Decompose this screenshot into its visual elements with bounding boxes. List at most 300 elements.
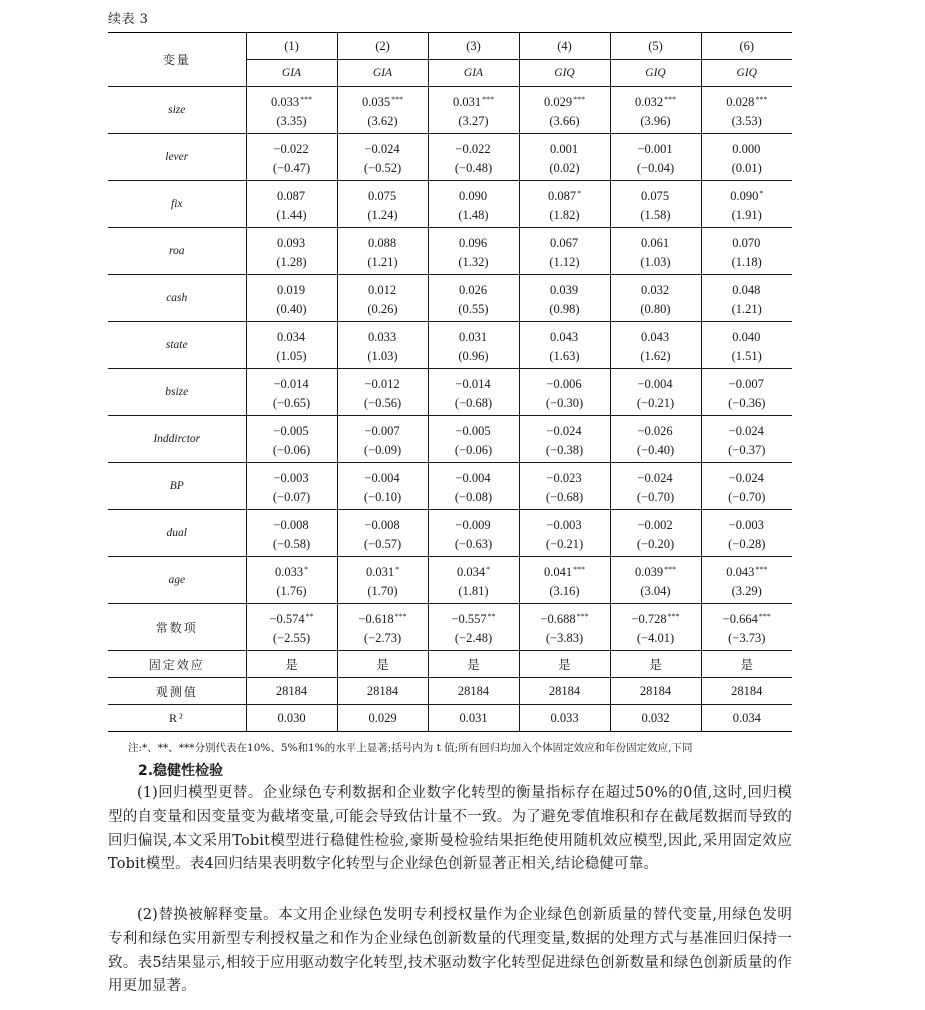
coefficient-cell bbox=[428, 557, 519, 604]
variable-name: 常数项 bbox=[108, 604, 246, 651]
t-statistic: (1.32) bbox=[458, 254, 489, 269]
variable-name: cash bbox=[108, 275, 246, 322]
coefficient-value: −0.004 bbox=[364, 470, 400, 485]
summary-cell: 0.034 bbox=[701, 705, 792, 732]
coefficient-line bbox=[429, 513, 519, 535]
summary-cell: 28184 bbox=[519, 678, 610, 705]
summary-cell: 是 bbox=[337, 651, 428, 678]
coefficient-cell bbox=[246, 134, 337, 181]
coefficient-value: 0.012 bbox=[367, 282, 397, 297]
summary-cell: 是 bbox=[610, 651, 701, 678]
coefficient-cell bbox=[428, 275, 519, 322]
t-statistic: (1.03) bbox=[367, 348, 398, 363]
t-statistic: (1.24) bbox=[367, 207, 398, 222]
coefficient-value: 0.000 bbox=[732, 141, 761, 156]
t-statistic: (−0.56) bbox=[363, 395, 402, 410]
significance-stars: *** bbox=[664, 94, 677, 104]
t-statistic: (−0.63) bbox=[454, 536, 493, 551]
t-statistic: (0.98) bbox=[549, 301, 580, 316]
coefficient-value: 0.032 bbox=[634, 94, 664, 109]
coefficient-value: 0.033 bbox=[274, 564, 304, 579]
significance-stars: * bbox=[395, 564, 400, 574]
t-statistic: (−0.52) bbox=[363, 160, 402, 175]
t-statistic: (−2.48) bbox=[454, 630, 493, 645]
coefficient-value: 0.033 bbox=[270, 94, 300, 109]
summary-row-label: 观测值 bbox=[108, 678, 246, 705]
coefficient-cell bbox=[337, 181, 428, 228]
coefficient-cell bbox=[701, 604, 792, 651]
t-statistic: (0.96) bbox=[458, 348, 489, 363]
coefficient-cell bbox=[701, 416, 792, 463]
col-number-1: (1) bbox=[246, 33, 337, 60]
coefficient-cell bbox=[519, 87, 610, 134]
coefficient-line bbox=[702, 184, 793, 206]
summary-cell: 28184 bbox=[428, 678, 519, 705]
coefficient-cell bbox=[337, 416, 428, 463]
coefficient-line bbox=[520, 607, 610, 629]
coefficient-value: −0.574 bbox=[269, 611, 305, 626]
coefficient-value: 0.048 bbox=[732, 282, 761, 297]
summary-cell: 是 bbox=[519, 651, 610, 678]
coefficient-cell bbox=[610, 322, 701, 369]
coefficient-line bbox=[520, 513, 610, 535]
coefficient-cell bbox=[246, 463, 337, 510]
significance-stars: *** bbox=[755, 94, 768, 104]
coefficient-value: −0.012 bbox=[364, 376, 400, 391]
variable-name: age bbox=[108, 557, 246, 604]
t-statistic: (1.76) bbox=[276, 583, 307, 598]
coefficient-cell bbox=[246, 322, 337, 369]
significance-stars: *** bbox=[755, 564, 768, 574]
coefficient-value: −0.003 bbox=[546, 517, 582, 532]
variable-name: size bbox=[108, 87, 246, 134]
t-statistic: (1.82) bbox=[549, 207, 580, 222]
table-note: 注:*、**、***分别代表在10%、5%和1%的水平上显著;括号内为 t 值;所有回归均加入个体固定效应和年份固定效应,下同 bbox=[128, 742, 693, 754]
variable-name: Inddirctor bbox=[108, 416, 246, 463]
coefficient-cell bbox=[246, 557, 337, 604]
t-statistic: (3.62) bbox=[367, 113, 398, 128]
coefficient-cell bbox=[337, 510, 428, 557]
coefficient-line bbox=[338, 325, 428, 347]
coefficient-value: −0.004 bbox=[455, 470, 491, 485]
coefficient-cell bbox=[337, 275, 428, 322]
table-row bbox=[108, 369, 792, 416]
t-statistic: (−3.83) bbox=[545, 630, 584, 645]
t-statistic: (1.51) bbox=[731, 348, 762, 363]
paragraph-dependent-variable-replacement: (2)替换被解释变量。本文用企业绿色发明专利授权量作为企业绿色创新质量的替代变量,用绿色发明专利和绿色实用新型专利授权量之和作为企业绿色创新数量的代理变量,数据的处理方式与基准回归保持一致。表5结果显示,相较于应用驱动数字化转型,技术驱动数字化转型促进绿色创新数量和绿色创新质量的作用更加显著。 bbox=[108, 907, 792, 995]
coefficient-line bbox=[247, 325, 337, 347]
table-row bbox=[108, 181, 792, 228]
coefficient-value: −0.002 bbox=[637, 517, 673, 532]
t-statistic: (1.70) bbox=[367, 583, 398, 598]
coefficient-cell bbox=[610, 416, 701, 463]
coefficient-value: 0.087 bbox=[547, 188, 577, 203]
coefficient-line bbox=[247, 90, 337, 112]
coefficient-line bbox=[429, 560, 519, 582]
t-statistic: (−0.21) bbox=[545, 536, 584, 551]
coefficient-line bbox=[247, 560, 337, 582]
coefficient-value: 0.001 bbox=[549, 141, 579, 156]
t-statistic: (1.91) bbox=[731, 207, 762, 222]
significance-stars: *** bbox=[394, 611, 407, 621]
coefficient-line bbox=[611, 184, 701, 206]
significance-stars: ** bbox=[305, 611, 314, 621]
coefficient-line bbox=[702, 466, 793, 488]
t-statistic: (−0.07) bbox=[272, 489, 311, 504]
significance-stars: *** bbox=[667, 611, 680, 621]
coefficient-cell bbox=[519, 557, 610, 604]
coefficient-line bbox=[702, 325, 793, 347]
significance-stars: *** bbox=[300, 94, 313, 104]
header-row-model-numbers bbox=[108, 33, 792, 60]
coefficient-value: 0.041 bbox=[543, 564, 573, 579]
t-statistic: (−0.04) bbox=[636, 160, 675, 175]
t-statistic: (1.48) bbox=[458, 207, 489, 222]
section-heading: 2.稳健性检验 bbox=[138, 763, 224, 779]
coefficient-value: 0.043 bbox=[726, 564, 755, 579]
coefficient-value: 0.075 bbox=[640, 188, 670, 203]
coefficient-cell bbox=[610, 510, 701, 557]
coefficient-line bbox=[611, 560, 701, 582]
t-statistic: (3.27) bbox=[458, 113, 489, 128]
coefficient-line bbox=[247, 466, 337, 488]
summary-cell: 0.030 bbox=[246, 705, 337, 732]
t-statistic: (1.21) bbox=[731, 301, 762, 316]
dep-var-4: GIQ bbox=[519, 60, 610, 87]
coefficient-value: 0.043 bbox=[640, 329, 670, 344]
coefficient-cell bbox=[701, 275, 792, 322]
t-statistic: (1.21) bbox=[367, 254, 398, 269]
coefficient-line bbox=[702, 607, 793, 629]
significance-stars: * bbox=[759, 188, 764, 198]
dep-var-5: GIQ bbox=[610, 60, 701, 87]
t-statistic: (1.12) bbox=[549, 254, 580, 269]
col-number-3: (3) bbox=[428, 33, 519, 60]
coefficient-line bbox=[611, 607, 701, 629]
coefficient-cell bbox=[428, 416, 519, 463]
significance-stars: *** bbox=[482, 94, 495, 104]
coefficient-line bbox=[247, 419, 337, 441]
coefficient-value: 0.090 bbox=[730, 188, 759, 203]
coefficient-cell bbox=[610, 369, 701, 416]
t-statistic: (−0.36) bbox=[728, 395, 766, 410]
coefficient-line bbox=[611, 90, 701, 112]
coefficient-value: −0.557 bbox=[451, 611, 487, 626]
variable-name: dual bbox=[108, 510, 246, 557]
coefficient-value: 0.028 bbox=[726, 94, 755, 109]
t-statistic: (−0.30) bbox=[545, 395, 584, 410]
coefficient-line bbox=[611, 278, 701, 300]
coefficient-value: −0.006 bbox=[546, 376, 582, 391]
dep-var-6: GIQ bbox=[701, 60, 792, 87]
coefficient-cell bbox=[701, 322, 792, 369]
coefficient-cell bbox=[519, 510, 610, 557]
table-row bbox=[108, 604, 792, 651]
coefficient-value: −0.022 bbox=[273, 141, 309, 156]
coefficient-value: −0.024 bbox=[728, 423, 764, 438]
coefficient-line bbox=[247, 231, 337, 253]
col-number-5: (5) bbox=[610, 33, 701, 60]
coefficient-line bbox=[338, 607, 428, 629]
coefficient-line bbox=[429, 466, 519, 488]
coefficient-value: 0.061 bbox=[640, 235, 670, 250]
coefficient-cell bbox=[519, 604, 610, 651]
summary-row bbox=[108, 651, 792, 678]
coefficient-cell bbox=[428, 87, 519, 134]
t-statistic: (−4.01) bbox=[636, 630, 675, 645]
coefficient-value: −0.004 bbox=[637, 376, 673, 391]
coefficient-line bbox=[247, 607, 337, 629]
t-statistic: (3.35) bbox=[276, 113, 307, 128]
t-statistic: (−0.40) bbox=[636, 442, 675, 457]
coefficient-line bbox=[702, 90, 793, 112]
coefficient-cell bbox=[428, 134, 519, 181]
coefficient-cell bbox=[519, 369, 610, 416]
coefficient-value: −0.001 bbox=[637, 141, 673, 156]
coefficient-line bbox=[247, 278, 337, 300]
dep-var-3: GIA bbox=[428, 60, 519, 87]
table-row bbox=[108, 275, 792, 322]
coefficient-line bbox=[429, 607, 519, 629]
t-statistic: (−0.37) bbox=[728, 442, 766, 457]
summary-cell: 是 bbox=[701, 651, 792, 678]
t-statistic: (−0.28) bbox=[728, 536, 766, 551]
coefficient-value: 0.019 bbox=[276, 282, 306, 297]
significance-stars: *** bbox=[664, 564, 677, 574]
t-statistic: (−2.73) bbox=[363, 630, 402, 645]
coefficient-line bbox=[702, 137, 793, 159]
coefficient-cell bbox=[337, 322, 428, 369]
coefficient-line bbox=[429, 419, 519, 441]
t-statistic: (−0.20) bbox=[636, 536, 675, 551]
coefficient-value: −0.023 bbox=[546, 470, 582, 485]
coefficient-value: 0.034 bbox=[276, 329, 306, 344]
coefficient-line bbox=[520, 231, 610, 253]
coefficient-cell bbox=[519, 322, 610, 369]
coefficient-line bbox=[702, 560, 793, 582]
coefficient-line bbox=[338, 372, 428, 394]
coefficient-line bbox=[520, 90, 610, 112]
t-statistic: (0.80) bbox=[640, 301, 671, 316]
coefficient-line bbox=[247, 184, 337, 206]
coefficient-cell bbox=[337, 604, 428, 651]
t-statistic: (−0.58) bbox=[272, 536, 311, 551]
coefficient-cell bbox=[246, 228, 337, 275]
coefficient-value: −0.007 bbox=[364, 423, 400, 438]
significance-stars: ** bbox=[487, 611, 496, 621]
t-statistic: (−0.48) bbox=[454, 160, 493, 175]
coefficient-value: 0.034 bbox=[456, 564, 486, 579]
coefficient-cell bbox=[246, 604, 337, 651]
coefficient-value: −0.009 bbox=[455, 517, 491, 532]
summary-cell: 28184 bbox=[337, 678, 428, 705]
summary-row bbox=[108, 705, 792, 732]
t-statistic: (1.62) bbox=[640, 348, 671, 363]
coefficient-value: 0.087 bbox=[276, 188, 306, 203]
coefficient-cell bbox=[701, 134, 792, 181]
coefficient-value: 0.040 bbox=[732, 329, 761, 344]
coefficient-value: −0.014 bbox=[273, 376, 309, 391]
coefficient-value: −0.728 bbox=[631, 611, 667, 626]
coefficient-cell bbox=[610, 463, 701, 510]
coefficient-cell bbox=[337, 463, 428, 510]
coefficient-line bbox=[702, 278, 793, 300]
coefficient-value: 0.031 bbox=[365, 564, 395, 579]
coefficient-value: 0.032 bbox=[640, 282, 670, 297]
coefficient-line bbox=[611, 137, 701, 159]
coefficient-cell bbox=[519, 463, 610, 510]
t-statistic: (3.04) bbox=[640, 583, 671, 598]
summary-row bbox=[108, 678, 792, 705]
coefficient-value: 0.075 bbox=[367, 188, 397, 203]
coefficient-line bbox=[611, 231, 701, 253]
coefficient-line bbox=[429, 137, 519, 159]
coefficient-cell bbox=[701, 463, 792, 510]
significance-stars: * bbox=[304, 564, 309, 574]
coefficient-cell bbox=[701, 228, 792, 275]
coefficient-cell bbox=[610, 228, 701, 275]
coefficient-cell bbox=[519, 416, 610, 463]
coefficient-cell bbox=[519, 275, 610, 322]
coefficient-line bbox=[338, 231, 428, 253]
t-statistic: (1.05) bbox=[276, 348, 307, 363]
coefficient-value: −0.007 bbox=[728, 376, 764, 391]
coefficient-value: −0.688 bbox=[540, 611, 576, 626]
coefficient-cell bbox=[337, 134, 428, 181]
coefficient-line bbox=[247, 372, 337, 394]
t-statistic: (1.58) bbox=[640, 207, 671, 222]
t-statistic: (−0.47) bbox=[272, 160, 311, 175]
t-statistic: (3.66) bbox=[549, 113, 580, 128]
col-number-4: (4) bbox=[519, 33, 610, 60]
coefficient-line bbox=[429, 372, 519, 394]
coefficient-line bbox=[338, 560, 428, 582]
coefficient-value: 0.026 bbox=[458, 282, 488, 297]
t-statistic: (−0.21) bbox=[636, 395, 675, 410]
t-statistic: (3.16) bbox=[549, 583, 580, 598]
regression-table bbox=[108, 32, 792, 732]
coefficient-value: −0.005 bbox=[455, 423, 491, 438]
coefficient-cell bbox=[246, 510, 337, 557]
t-statistic: (3.29) bbox=[731, 583, 762, 598]
coefficient-cell bbox=[428, 510, 519, 557]
variable-name: roa bbox=[108, 228, 246, 275]
coefficient-line bbox=[338, 278, 428, 300]
coefficient-line bbox=[520, 137, 610, 159]
table-row bbox=[108, 228, 792, 275]
t-statistic: (−0.70) bbox=[728, 489, 766, 504]
coefficient-value: 0.067 bbox=[549, 235, 579, 250]
t-statistic: (0.55) bbox=[458, 301, 489, 316]
coefficient-line bbox=[520, 419, 610, 441]
coefficient-line bbox=[520, 466, 610, 488]
coefficient-line bbox=[611, 419, 701, 441]
coefficient-value: 0.090 bbox=[458, 188, 488, 203]
col-number-6: (6) bbox=[701, 33, 792, 60]
table-row bbox=[108, 87, 792, 134]
coefficient-value: −0.008 bbox=[364, 517, 400, 532]
t-statistic: (−2.55) bbox=[272, 630, 311, 645]
dep-var-1: GIA bbox=[246, 60, 337, 87]
t-statistic: (−0.10) bbox=[363, 489, 402, 504]
significance-stars: *** bbox=[391, 94, 404, 104]
coefficient-line bbox=[338, 419, 428, 441]
table-row bbox=[108, 134, 792, 181]
coefficient-value: −0.014 bbox=[455, 376, 491, 391]
variable-name: state bbox=[108, 322, 246, 369]
coefficient-cell bbox=[701, 181, 792, 228]
t-statistic: (−0.08) bbox=[454, 489, 493, 504]
coefficient-line bbox=[247, 137, 337, 159]
summary-cell: 28184 bbox=[701, 678, 792, 705]
coefficient-line bbox=[338, 184, 428, 206]
coefficient-cell bbox=[337, 557, 428, 604]
variable-name: bsize bbox=[108, 369, 246, 416]
t-statistic: (1.63) bbox=[549, 348, 580, 363]
significance-stars: *** bbox=[576, 611, 589, 621]
significance-stars: *** bbox=[758, 611, 771, 621]
coefficient-cell bbox=[337, 369, 428, 416]
coefficient-value: −0.003 bbox=[273, 470, 309, 485]
summary-row-label: R² bbox=[108, 705, 246, 732]
dep-var-2: GIA bbox=[337, 60, 428, 87]
coefficient-cell bbox=[610, 87, 701, 134]
significance-stars: * bbox=[486, 564, 491, 574]
coefficient-value: 0.035 bbox=[361, 94, 391, 109]
coefficient-value: 0.039 bbox=[549, 282, 579, 297]
coefficient-cell bbox=[337, 87, 428, 134]
coefficient-value: 0.033 bbox=[367, 329, 397, 344]
coefficient-line bbox=[338, 513, 428, 535]
coefficient-value: 0.031 bbox=[452, 94, 482, 109]
table-row bbox=[108, 510, 792, 557]
t-statistic: (−0.38) bbox=[545, 442, 584, 457]
t-statistic: (−0.70) bbox=[636, 489, 675, 504]
paragraph-model-replacement: (1)回归模型更替。企业绿色专利数据和企业数字化转型的衡量指标存在超过50%的0值,这时,回归模型的自变量和因变量变为截堵变量,可能会导致估计量不一致。为了避免零值堆积和存在截尾数据而导致的回归偏误,本文采用Tobit模型进行稳健性检验,豪斯曼检验结果拒绝使用随机效应模型,因此,采用固定效应Tobit模型。表4回归结果表明数字化转型与企业绿色创新显著正相关,结论稳健可靠。 bbox=[108, 785, 792, 873]
coefficient-line bbox=[520, 372, 610, 394]
coefficient-cell bbox=[610, 604, 701, 651]
coefficient-cell bbox=[428, 181, 519, 228]
coefficient-value: −0.024 bbox=[637, 470, 673, 485]
coefficient-line bbox=[611, 466, 701, 488]
summary-cell: 0.033 bbox=[519, 705, 610, 732]
coefficient-cell bbox=[610, 557, 701, 604]
t-statistic: (−0.68) bbox=[545, 489, 584, 504]
stub-header: 变量 bbox=[108, 33, 246, 87]
coefficient-cell bbox=[701, 369, 792, 416]
coefficient-value: −0.008 bbox=[273, 517, 309, 532]
coefficient-value: 0.093 bbox=[276, 235, 306, 250]
coefficient-cell bbox=[519, 134, 610, 181]
coefficient-cell bbox=[428, 463, 519, 510]
coefficient-cell bbox=[519, 228, 610, 275]
coefficient-line bbox=[338, 90, 428, 112]
t-statistic: (−3.73) bbox=[728, 630, 766, 645]
coefficient-line bbox=[611, 325, 701, 347]
significance-stars: *** bbox=[573, 564, 586, 574]
t-statistic: (−0.09) bbox=[363, 442, 402, 457]
coefficient-line bbox=[611, 513, 701, 535]
coefficient-cell bbox=[428, 228, 519, 275]
t-statistic: (0.40) bbox=[276, 301, 307, 316]
coefficient-value: 0.029 bbox=[543, 94, 573, 109]
summary-cell: 0.032 bbox=[610, 705, 701, 732]
col-number-2: (2) bbox=[337, 33, 428, 60]
summary-cell: 28184 bbox=[246, 678, 337, 705]
variable-name: BP bbox=[108, 463, 246, 510]
coefficient-cell bbox=[246, 416, 337, 463]
coefficient-line bbox=[611, 372, 701, 394]
